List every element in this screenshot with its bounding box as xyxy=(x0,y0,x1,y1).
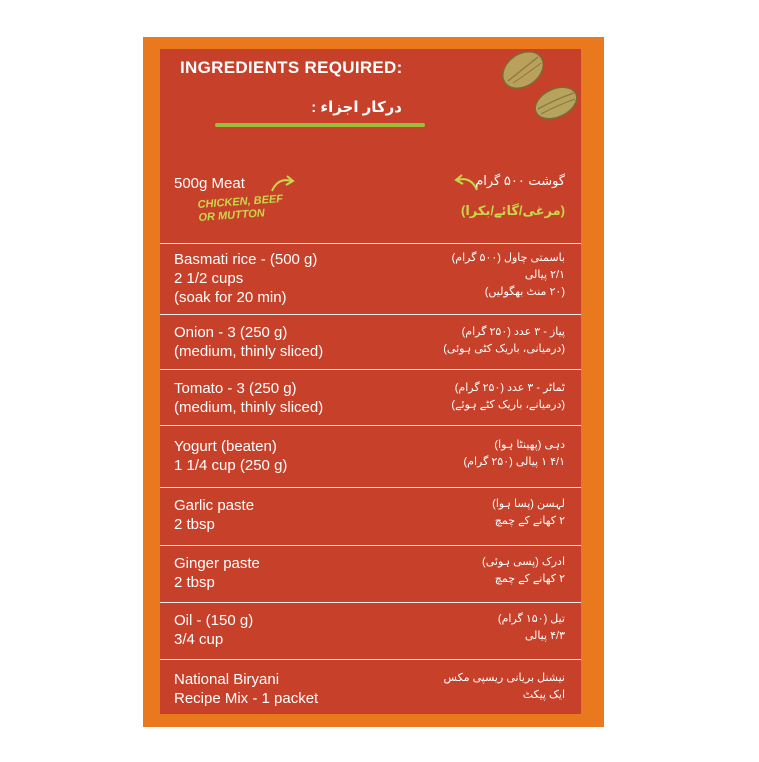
ingredient-row-garlic xyxy=(160,488,581,546)
ingredient-en: Tomato - 3 (250 g) (medium, thinly sliced) xyxy=(174,380,324,416)
ingredient-row-ginger xyxy=(160,546,581,603)
ingredient-row-yogurt xyxy=(160,426,581,488)
ingredient-ur: تیل (۱۵۰ گرام) ۴/۳ پیالی xyxy=(497,613,565,642)
ingredient-ur: دہی (پھینٹا ہوا) ۴/۱ ۱ پیالی (۲۵۰ گرام) xyxy=(463,439,565,468)
ingredient-en: Ginger paste 2 tbsp xyxy=(174,555,260,591)
ingredient-row-rice xyxy=(160,244,581,315)
ingredient-row-meat xyxy=(160,168,581,244)
arrow-icon xyxy=(451,172,481,194)
ingredient-list xyxy=(160,168,581,720)
ingredient-row-oil xyxy=(160,603,581,660)
ingredients-title-urdu: درکار اجزاء : xyxy=(311,99,402,116)
ingredient-en: Onion - 3 (250 g) (medium, thinly sliced) xyxy=(174,324,324,360)
title-underline xyxy=(215,123,425,127)
cardamom-pods-icon xyxy=(478,35,608,135)
meat-options-note-urdu: (مرغی/گائے/بکرا) xyxy=(461,203,565,218)
ingredient-ur: گوشت ۵۰۰ گرام xyxy=(475,173,565,188)
ingredient-en: National Biryani Recipe Mix - 1 packet xyxy=(174,671,319,707)
ingredient-ur: ٹماٹر - ۳ عدد (۲۵۰ گرام) (درمیانے، باریک کٹے ہوئے) xyxy=(451,382,565,411)
ingredient-ur: نیشنل بریانی ریسپی مکس ایک پیکٹ xyxy=(443,672,565,701)
arrow-icon xyxy=(268,173,298,195)
ingredient-ur: پیاز - ۳ عدد (۲۵۰ گرام) (درمیانی، باریک کٹی ہوئی) xyxy=(443,326,565,355)
ingredient-en: Basmati rice - (500 g) 2 1/2 cups (soak for 20 min) xyxy=(174,251,318,306)
ingredient-row-tomato xyxy=(160,370,581,426)
ingredients-title: INGREDIENTS REQUIRED: xyxy=(180,58,403,77)
meat-options-note: CHICKEN, BEEF OR MUTTON xyxy=(197,193,284,224)
ingredient-en: Yogurt (beaten) 1 1/4 cup (250 g) xyxy=(174,438,288,474)
ingredient-en: Garlic paste 2 tbsp xyxy=(174,497,255,533)
ingredient-ur: لہسن (پسا ہوا) ۲ کھانے کے چمچ xyxy=(492,498,565,527)
ingredient-ur: باسمتی چاول (۵۰۰ گرام) ۲/۱ پیالی (۲۰ منٹ بھگولیں) xyxy=(451,252,565,298)
ingredient-en: Oil - (150 g) 3/4 cup xyxy=(174,612,254,648)
ingredient-ur: ادرک (پسی ہوئی) ۲ کھانے کے چمچ xyxy=(482,556,565,585)
ingredient-row-biryani-mix xyxy=(160,660,581,720)
ingredient-en: 500g Meat xyxy=(174,175,245,192)
ingredient-row-onion xyxy=(160,315,581,370)
